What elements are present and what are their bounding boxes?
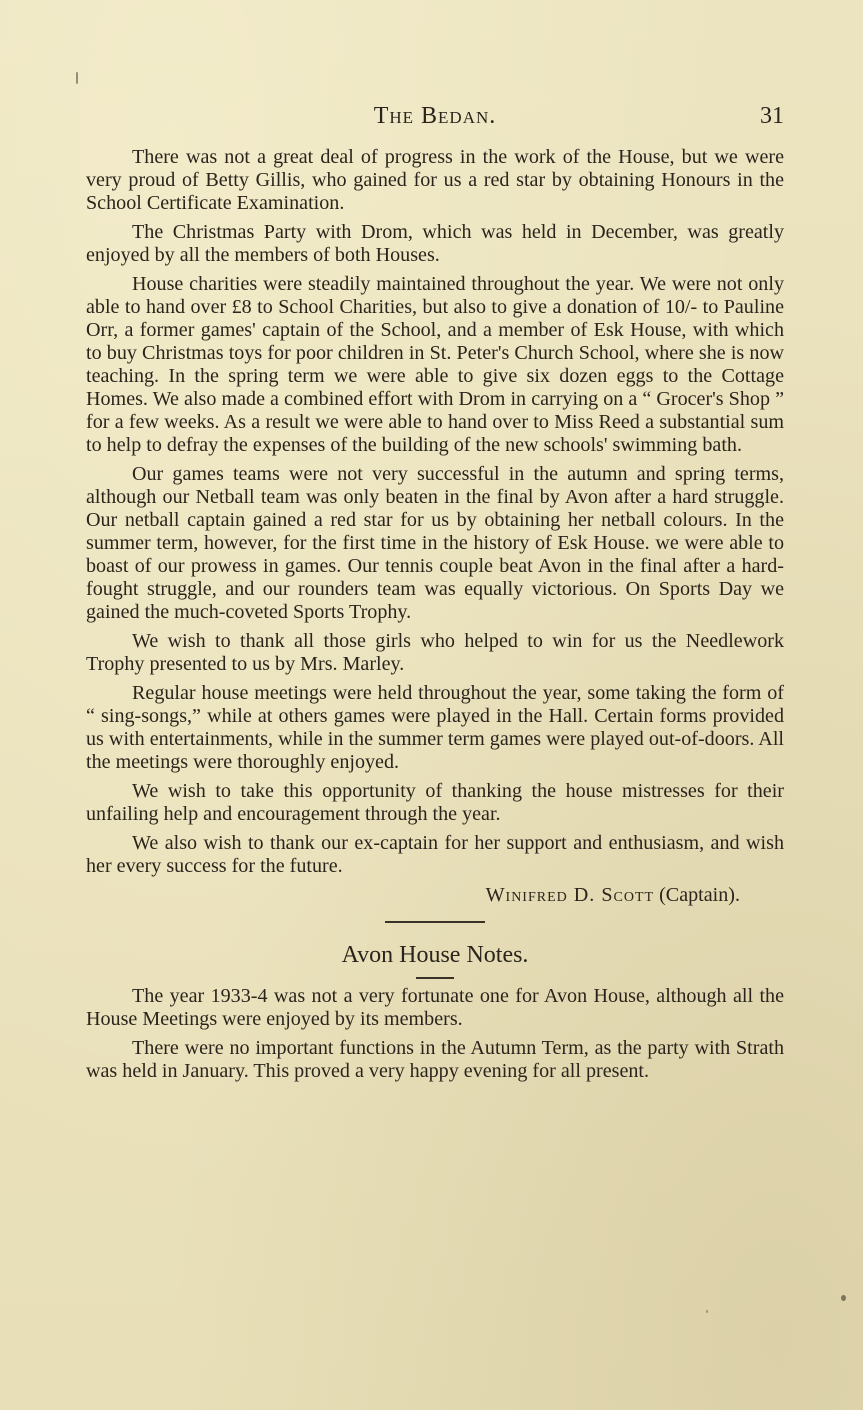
paper-speck	[841, 1295, 846, 1301]
esk-paragraph-7: We wish to take this opportunity of thanking the house mistresses for their unfailing help and encouragement through the year.	[86, 780, 784, 825]
signature	[86, 884, 784, 907]
esk-paragraph-1: There was not a great deal of progress in the work of the House, but we were very proud of Betty Gillis, who gained for us a red star by obtaining Honours in the School Certificate Examination.	[86, 146, 784, 214]
avon-paragraph-1: The year 1933-4 was not a very fortunate one for Avon House, although all the House Meetings were enjoyed by its members.	[86, 984, 784, 1030]
running-title: The Bedan.	[373, 103, 497, 129]
esk-paragraph-4: Our games teams were not very successful in the autumn and spring terms, although our Netball team was only beaten in the final by Avon after a hard struggle. Our netball captain gained a red star for us by obtaining her netball colours. In the summer term, however, for the first time in the history of Esk House. we were able to boast of our prowess in games. Our tennis couple beat Avon in the final after a hard-fought struggle, and our rounders team was equally victorious. On Sports Day we gained the much-coveted Sports Trophy.	[86, 463, 784, 623]
esk-paragraph-8: We also wish to thank our ex-captain for her support and enthusiasm, and wish her every success for the future.	[86, 832, 784, 877]
esk-paragraph-2: The Christmas Party with Drom, which was held in December, was greatly enjoyed by all the members of both Houses.	[86, 221, 784, 266]
signature-role: (Captain).	[659, 884, 740, 906]
avon-paragraph-2: There were no important functions in the Autumn Term, as the party with Strath was held in January. This proved a very happy evening for all present.	[86, 1036, 784, 1082]
body-text	[86, 146, 784, 1089]
heading-underline	[416, 977, 454, 979]
paper-speck	[706, 1310, 708, 1313]
esk-paragraph-5: We wish to thank all those girls who helped to win for us the Needlework Trophy presented to us by Mrs. Marley.	[86, 630, 784, 675]
page-number: 31	[760, 103, 784, 129]
section-divider	[385, 921, 485, 923]
running-head	[86, 103, 784, 137]
paper-speck	[76, 72, 78, 84]
esk-paragraph-6: Regular house meetings were held throughout the year, some taking the form of “ sing-songs,” while at others games were played in the Hall. Certain forms provided us with entertainments, while in the summer term games were played out-of-doors. All the meetings were thoroughly enjoyed.	[86, 682, 784, 773]
esk-paragraph-3: House charities were steadily maintained throughout the year. We were not only able to hand over £8 to School Charities, but also to give a donation of 10/- to Pauline Orr, a former games' captain of the School, and a member of Esk House, with which to buy Christmas toys for poor children in St. Peter's Church School, where she is now teaching. In the spring term we were able to give six dozen eggs to the Cottage Homes. We also made a combined effort with Drom in carrying on a “ Grocer's Shop ” for a few weeks. As a result we were able to hand over to Miss Reed a substantial sum to help to defray the expenses of the building of the new schools' swimming bath.	[86, 273, 784, 456]
signature-name: Winifred D. Scott	[485, 884, 655, 906]
avon-section-heading: Avon House Notes.	[341, 942, 529, 968]
